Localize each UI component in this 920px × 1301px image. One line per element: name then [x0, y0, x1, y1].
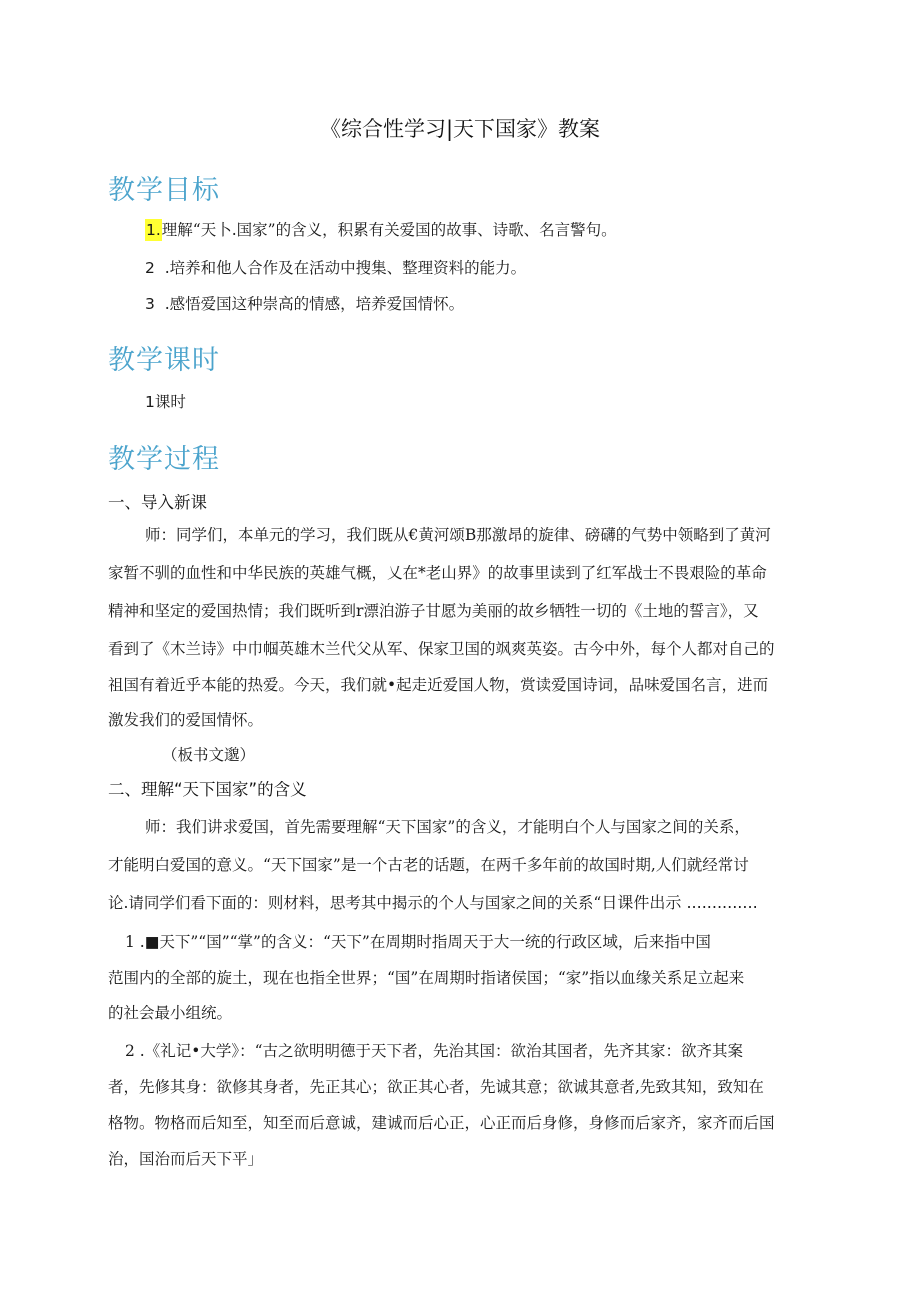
part2-line-3 — [108, 890, 758, 913]
material2-line-3: 格物。物格而后知至，知至而后意诚，建诚而后心正，心正而后身修，身修而后家齐，家齐而后国 — [108, 1114, 775, 1132]
material2-line-2: 者，先修其身：欲修其身者，先正其心；欲正其心者，先诚其意；欲诚其意者,先致其知，致知在 — [108, 1078, 764, 1096]
part2-line-3-text: 论.请同学们看下面的：则材料，思考其中揭示的个人与国家之间的关系“ — [108, 894, 602, 912]
part1-line-2: 家暂不驯的血性和中华民族的英雄气概，乂在*老山界》的故事里读到了红军战士不畏艰险的革命 — [108, 564, 767, 582]
objective-text-2: .培养和他人合作及在活动中搜集、整理资料的能力。 — [164, 259, 527, 277]
hours-value: 1课时 — [145, 393, 186, 411]
objective-number-3: 3 — [145, 295, 155, 313]
part1-line-6: 激发我们的爱国情怀。 — [108, 711, 264, 729]
part1-line-4: 看到了《木兰诗》中巾帼英雄木兰代父从军、保家卫国的飒爽英姿。古今中外，每个人都对自己的 — [108, 640, 775, 658]
part1-line-1: 师：同学们，本单元的学习，我们既从€黄河颂B那激昂的旋律、磅礴的气势中领略到了黄河 — [145, 526, 771, 544]
material1-line-2: 范围内的全部的旋土，现在也指全世界；“国”在周期时指诸侯国；“家”指以血缘关系足立起来 — [108, 969, 745, 987]
heading-objectives: 教学目标 — [108, 175, 220, 206]
part2-line-1: 师：我们讲求爱国，首先需要理解“天下国家”的含义，才能明白个人与国家之间的关系， — [145, 818, 750, 836]
heading-process: 教学过程 — [108, 444, 220, 475]
heading-part2: 二、理解“天下国家”的含义 — [108, 780, 307, 799]
material1-line-3: 的社会最小组统。 — [108, 1004, 233, 1022]
material2-line-1: 2 .《礼记•大学》：“古之欲明明德于天下者，先治其国：欲治其国者，先齐其家：欲齐其案 — [125, 1042, 744, 1060]
material1-line-1: 1 .■天下”“国”“掌”的含义：“天下”在周期时指周天于大一统的行政区域，后来指中国 — [125, 933, 711, 951]
objective-text-3: .感悟爱国这种崇高的情感，培养爱国情怀。 — [164, 295, 465, 313]
objective-item-2 — [145, 256, 526, 278]
part1-note: （板书文邈） — [162, 746, 256, 764]
document-title: 《综合性学习|天下国家》教案 — [319, 117, 601, 141]
objective-text-1: 理解“天卜.国家”的含义，积累有关爱国的故事、诗歌、名言警句。 — [161, 221, 617, 239]
objective-number-2: 2 — [145, 259, 155, 277]
heading-hours: 教学课时 — [108, 345, 220, 376]
part1-line-5: 祖国有着近乎本能的热爱。今天，我们就•起走近爱国人物，赏读爱国诗词，品味爱国名言，进而 — [108, 676, 769, 694]
heading-part1: 一、导入新课 — [108, 493, 207, 512]
part1-line-3: 精神和坚定的爱国热情；我们既听到r漂泊游子甘愿为美丽的故乡牺牲一切的《土地的誓言》，又 — [108, 602, 759, 620]
objective-item-1 — [145, 218, 617, 240]
objective-number-1: 1. — [146, 221, 161, 239]
objective-item-3 — [145, 292, 464, 314]
part2-line-2: 才能明白爱国的意义。“天下国家”是一个古老的话题，在两千多年前的故国时期,人们就经常讨 — [108, 856, 749, 874]
part2-line-3-tail: 日课件出示 .............. — [601, 893, 758, 912]
material2-line-4: 治，国治而后天下平」 — [108, 1150, 264, 1168]
